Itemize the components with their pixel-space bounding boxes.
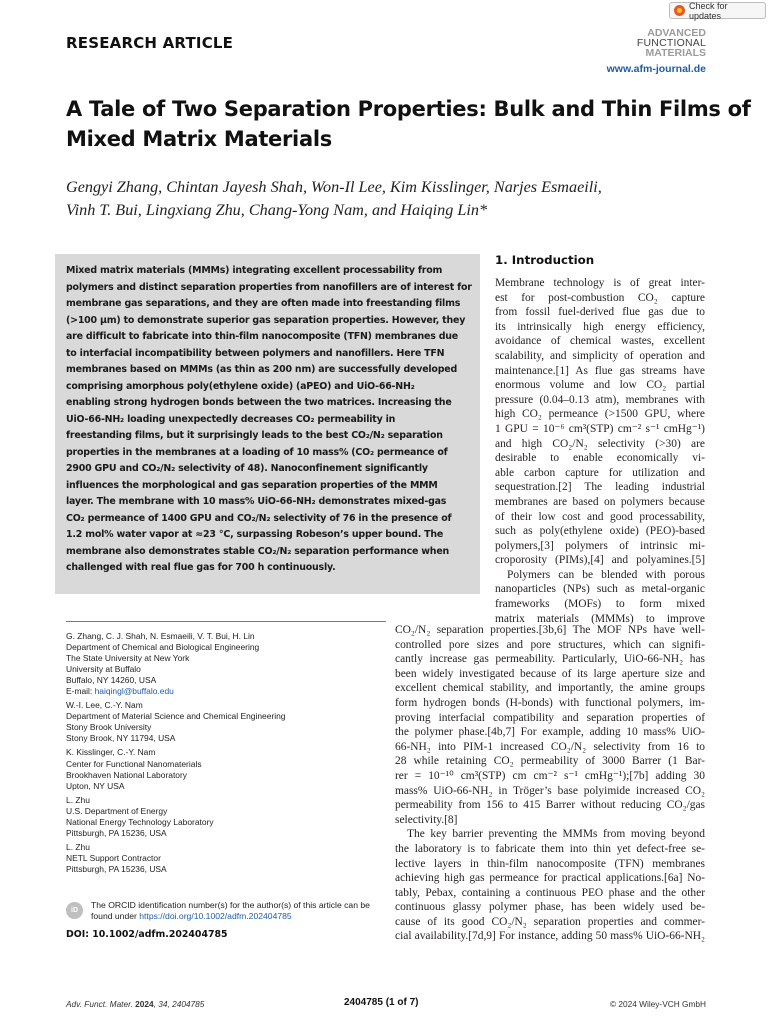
- introduction-line: rer = 10⁻¹⁰ cm³(STP) cm cm⁻² s⁻¹ cmHg⁻¹);[7b] adding 30: [395, 769, 705, 782]
- check-for-updates-label: Check for updates: [689, 0, 728, 21]
- introduction-line: selectivity.[8]: [395, 813, 458, 826]
- introduction-line: polymers,[3] polymers of intrinsic mi-: [495, 539, 705, 552]
- author-line-2: Vinh T. Bui, Lingxiang Zhu, Chang-Yong Nam, and Haiqing Lin*: [66, 201, 488, 219]
- footer-copyright: © 2024 Wiley-VCH GmbH: [609, 999, 706, 1009]
- introduction-line: avoidance of chemical wastes, excellent: [495, 335, 705, 348]
- introduction-line: mass% UiO-66-NH₂ in Tröger’s base polyimide increased CO₂: [395, 784, 705, 797]
- abstract-line: challenged with real flue gas for 700 h continuously.: [66, 562, 336, 573]
- affiliation-line: Center for Functional Nanomaterials: [66, 758, 202, 769]
- introduction-line: high CO₂ permeance (>1500 GPU, where: [495, 408, 705, 421]
- affiliation-line: Stony Brook, NY 11794, USA: [66, 733, 176, 744]
- introduction-line: Polymers can be blended with porous: [507, 568, 705, 581]
- orcid-icon: iD: [66, 902, 83, 919]
- abstract-line: UiO-66-NH₂ loading unexpectedly decreases CO₂ permeability in: [66, 413, 396, 425]
- introduction-line: able carbon capture for utilization and: [495, 466, 705, 479]
- affiliation-line: Brookhaven National Laboratory: [66, 769, 188, 780]
- journal-url-link[interactable]: www.afm-journal.de: [606, 63, 706, 75]
- introduction-line: frameworks (MOFs) to form mixed: [495, 598, 705, 611]
- introduction-line: cause of its good CO₂/N₂ separation properties and commer-: [395, 915, 705, 928]
- abstract-line: influences the morphological and gas separation properties of the MMM: [66, 479, 438, 491]
- abstract: [55, 254, 480, 594]
- introduction-line: cantly increase gas permeability. Particularly, UiO-66-NH₂ has: [395, 653, 705, 666]
- footer-volume: , 34, 2404785: [153, 999, 205, 1009]
- email-link[interactable]: haiqingl@buffalo.edu: [94, 686, 174, 697]
- introduction-line: 28 while retaining CO₂ permeability of 3000 Barrer (1 Bar-: [395, 755, 705, 768]
- introduction-line: maintenance.[1] As flue gas streams have: [495, 364, 705, 377]
- introduction-line: matrix materials (MMMs) to improve: [495, 612, 705, 625]
- orcid-note-text: [91, 900, 386, 922]
- orcid-note: [66, 900, 386, 922]
- affiliation-line: Stony Brook University: [66, 722, 152, 733]
- introduction-line: its intrinsically high energy efficiency,: [495, 320, 705, 333]
- affiliation-line: National Energy Technology Laboratory: [66, 816, 214, 827]
- affiliation-line: NETL Support Contractor: [66, 852, 161, 863]
- introduction-line: sequestration.[2] The leading industrial: [495, 481, 705, 494]
- title-line-1: A Tale of Two Separation Properties: Bulk and Thin Films of: [66, 97, 751, 121]
- introduction-line: nanoparticles (NPs) such as metal-organic: [495, 583, 705, 596]
- abstract-line: membrane gas separations, and they are often made into freestanding films: [66, 298, 461, 309]
- affiliation-block: [66, 747, 386, 791]
- introduction-line: proving interfacial compatibility and separation properties of: [395, 711, 705, 724]
- orcid-doi-link[interactable]: https://doi.org/10.1002/adfm.202404785: [139, 911, 292, 921]
- affiliation-block: [66, 842, 386, 875]
- introduction-line: est for post-combustion CO₂ capture: [495, 291, 705, 304]
- introduction-line: scalability, and simplicity of operation and: [495, 349, 705, 362]
- affiliation-line: W.-I. Lee, C.-Y. Nam: [66, 700, 143, 711]
- introduction-line: enormous volume and low CO₂ partial: [495, 379, 705, 392]
- footer-journal: Adv. Funct. Mater.: [66, 999, 133, 1009]
- abstract-line: 1.2 mol% water vapor at ≈23 °C, surpassing Robeson’s upper bound. The: [66, 529, 444, 540]
- author-list: [66, 176, 706, 222]
- introduction-line: achieving high gas permeance for practical applications.[6a] No-: [395, 872, 705, 885]
- introduction-line: membranes are based on polymers because: [495, 495, 705, 508]
- footer-citation: [66, 999, 204, 1009]
- introduction-line: the laboratory is to fabricate them into thin yet defect-free se-: [395, 842, 705, 855]
- introduction-line: tably, Pebax, containing a continuous PEO phase and the other: [395, 886, 705, 899]
- introduction-line: croporosity (PIMs),[4] and polyamines.[5]: [495, 554, 705, 567]
- introduction-line: such as poly(ethylene oxide) (PEO)-based: [495, 525, 705, 538]
- abstract-line: freestanding films, but it surprisingly leads to the best CO₂/N₂ separation: [66, 430, 443, 441]
- affiliation-block: [66, 631, 386, 697]
- footer-page-number: 2404785 (1 of 7): [344, 997, 419, 1008]
- abstract-line: polymers and distinct separation properties from nanofillers are of interest for: [66, 281, 472, 293]
- abstract-line: to interfacial incompatibility between polymers and nanofillers. Here TFN: [66, 347, 445, 359]
- introduction-line: continuous glassy polymer phase, has been widely used be-: [395, 901, 705, 914]
- abstract-line: Mixed matrix materials (MMMs) integrating excellent processability from: [66, 265, 443, 276]
- abstract-line: membrane also demonstrates stable CO₂/N₂ separation performance when: [66, 545, 450, 557]
- abstract-line: enabling strong hydrogen bonds between the two matrices. Increasing the: [66, 397, 452, 408]
- title-line-2: Mixed Matrix Materials: [66, 127, 332, 151]
- affiliation-line: Department of Chemical and Biological Engineering: [66, 642, 260, 653]
- affiliation-divider: [66, 621, 386, 622]
- introduction-line: of their low cost and good processability,: [495, 510, 705, 523]
- abstract-line: 2900 GPU and CO₂/N₂ selectivity of 48). Nanoconfinement significantly: [66, 463, 428, 474]
- abstract-line: comprising amorphous poly(ethylene oxide) (aPEO) and UiO-66-NH₂: [66, 380, 415, 392]
- affiliation-line: K. Kisslinger, C.-Y. Nam: [66, 747, 156, 758]
- introduction-line: controlled pore sizes and pore structures, which can signifi-: [395, 638, 705, 651]
- journal-logo-line-3: MATERIALS: [645, 47, 706, 59]
- email-label: E-mail:: [66, 686, 95, 697]
- affiliation-line: L. Zhu: [66, 841, 90, 852]
- section-label: RESEARCH ARTICLE: [66, 34, 234, 52]
- author-line-1: Gengyi Zhang, Chintan Jayesh Shah, Won-Il Lee, Kim Kisslinger, Narjes Esmaeili,: [66, 178, 602, 196]
- email-line: [66, 686, 386, 697]
- introduction-line: Membrane technology is of great inter-: [495, 277, 705, 289]
- introduction-line: the polymer phase.[4b,7] For example, adding 10 mass% UiO-: [395, 726, 705, 739]
- introduction-line: desirable to enable economically vi-: [495, 452, 705, 465]
- introduction-line: form hydrogen bonds (H-bonds) with functional polymers, im-: [395, 696, 705, 709]
- affiliation-line: Department of Material Science and Chemical Engineering: [66, 711, 286, 722]
- check-for-updates-button[interactable]: [669, 2, 766, 19]
- affiliation-block: [66, 700, 386, 744]
- introduction-line: excellent chemical stability, and importantly, the amine groups: [395, 682, 705, 695]
- crossmark-icon: [674, 5, 685, 16]
- journal-logo-line-2: FUNCTIONAL: [636, 37, 706, 49]
- affiliation-line: L. Zhu: [66, 794, 90, 805]
- introduction-line: pressure (0.04–0.13 atm), membranes with: [495, 393, 705, 406]
- affiliation-line: Buffalo, NY 14260, USA: [66, 675, 157, 686]
- introduction-line: from fossil fuel-derived flue gas due to: [495, 306, 705, 319]
- abstract-line: membranes based on MMMs (as thin as 200 nm) are successfully developed: [66, 364, 458, 375]
- introduction-line: The key barrier preventing the MMMs from moving beyond: [407, 828, 705, 841]
- introduction-line: lective layers in thin-film nanocomposite (TFN) membranes: [395, 857, 705, 870]
- affiliation-line: Pittsburgh, PA 15236, USA: [66, 827, 167, 838]
- affiliation-line: G. Zhang, C. J. Shah, N. Esmaeili, V. T. Bui, H. Lin: [66, 631, 255, 641]
- abstract-line: properties in the membranes at a loading of 10 mass% (CO₂ permeance of: [66, 446, 448, 458]
- introduction-line: permeability from 156 to 415 Barrer without reducing CO₂/gas: [395, 799, 705, 812]
- affiliations: [66, 631, 386, 878]
- introduction-upper-text: [495, 276, 705, 626]
- affiliation-block: [66, 795, 386, 839]
- abstract-line: (>100 µm) to demonstrate superior gas separation properties. However, they: [66, 314, 466, 326]
- affiliation-line: University at Buffalo: [66, 664, 141, 675]
- affiliation-line: Pittsburgh, PA 15236, USA: [66, 863, 167, 874]
- affiliation-line: U.S. Department of Energy: [66, 805, 168, 816]
- abstract-line: CO₂ permeance of 1400 GPU and CO₂/N₂ selectivity of 76 in the presence of: [66, 512, 452, 524]
- article-title: [66, 94, 751, 154]
- abstract-line: are difficult to fabricate into thin-film nanocomposite (TFN) membranes due: [66, 331, 459, 342]
- journal-logo: [620, 28, 706, 58]
- orcid-note-label: The ORCID identification number(s) for the author(s) of this article can be found under: [91, 900, 370, 921]
- affiliation-line: The State University at New York: [66, 653, 190, 664]
- introduction-line: 66-NH₂ into PIM-1 increased CO₂/N₂ selectivity from 16 to: [395, 740, 705, 753]
- abstract-line: layer. The membrane with 10 mass% UiO-66-NH₂ demonstrates mixed-gas: [66, 496, 447, 507]
- introduction-heading: 1. Introduction: [495, 253, 595, 267]
- footer-year: 2024: [135, 999, 154, 1009]
- journal-logo-line-1: ADVANCED: [647, 27, 706, 39]
- introduction-line: and high CO₂/N₂ selectivity (>30) are: [495, 437, 705, 450]
- introduction-line: 1 GPU = 10⁻⁶ cm³(STP) cm⁻² s⁻¹ cmHg⁻¹): [495, 422, 705, 435]
- introduction-line: CO₂/N₂ separation properties.[3b,6] The MOF NPs have well-: [395, 624, 705, 636]
- introduction-lower-text: [395, 623, 705, 944]
- introduction-line: cial availability.[7d,9] For instance, adding 50 mass% UiO-66-NH₂: [395, 930, 705, 943]
- introduction-line: been widely investigated because of its large aperture size and: [395, 667, 705, 680]
- doi: DOI: 10.1002/adfm.202404785: [66, 929, 228, 940]
- affiliation-line: Upton, NY USA: [66, 780, 125, 791]
